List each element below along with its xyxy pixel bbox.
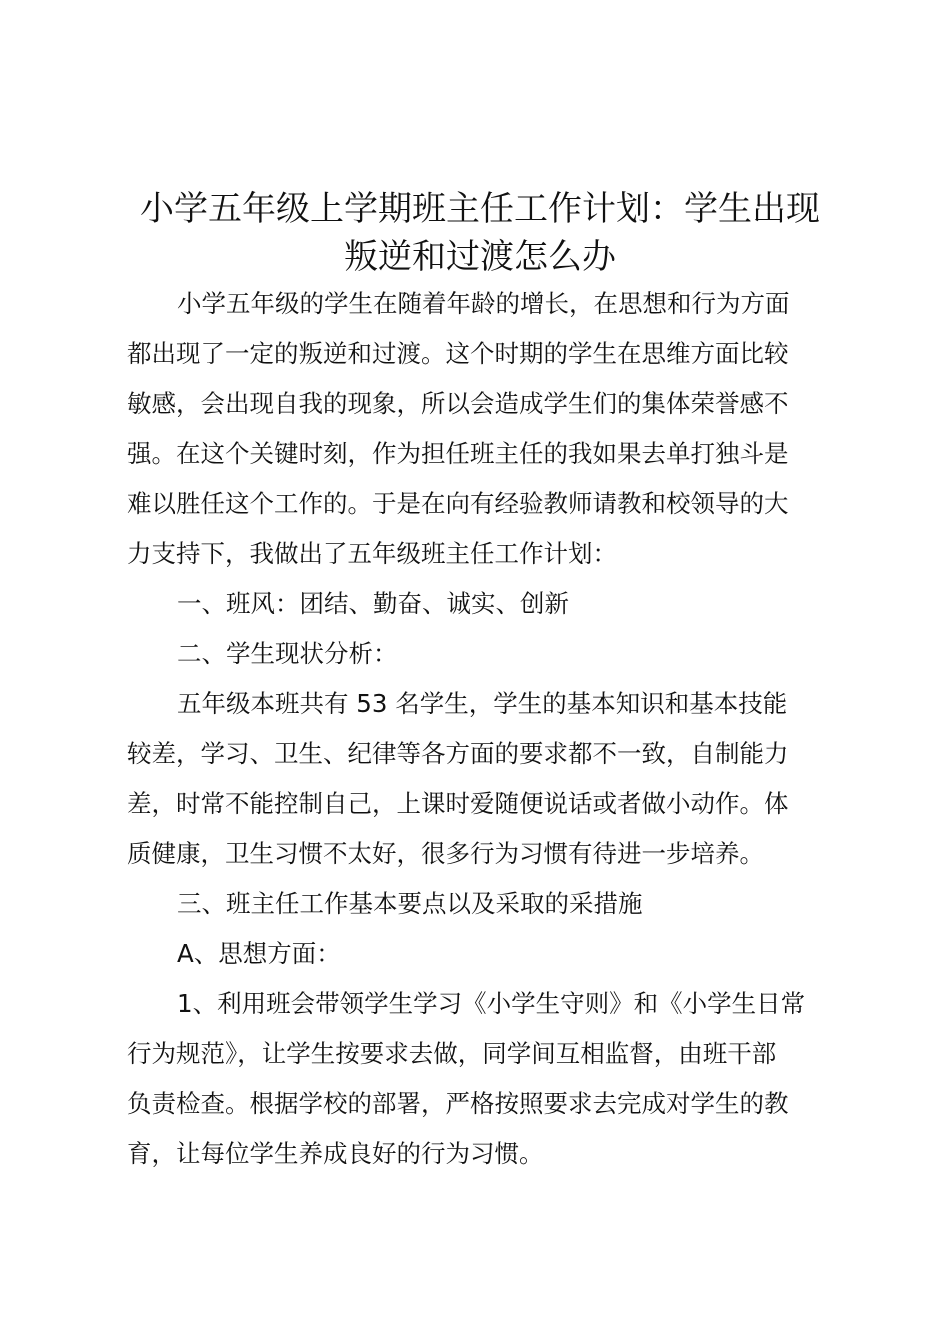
section-heading-work-points bbox=[127, 879, 833, 929]
document-body bbox=[127, 279, 833, 1179]
paragraph-line: A、思想方面： bbox=[177, 939, 341, 968]
document-title-line-2: 叛逆和过渡怎么办 bbox=[344, 237, 616, 277]
paragraph-line: 差，时常不能控制自己，上课时爱随便说话或者做小动作。体 bbox=[127, 789, 789, 818]
paragraph-line: 难以胜任这个工作的。于是在向有经验教师请教和校领导的大 bbox=[127, 489, 789, 518]
paragraph-line: 力支持下，我做出了五年级班主任工作计划： bbox=[127, 539, 617, 568]
paragraph-line: 1、利用班会带领学生学习《小学生守则》和《小学生日常 bbox=[177, 989, 806, 1018]
paragraph-line: 较差，学习、卫生、纪律等各方面的要求都不一致，自制能力 bbox=[127, 739, 789, 768]
subsection-heading-thought bbox=[127, 929, 833, 979]
paragraph-line: 负责检查。根据学校的部署，严格按照要求去完成对学生的教 bbox=[127, 1089, 789, 1118]
paragraph-line: 都出现了一定的叛逆和过渡。这个时期的学生在思维方面比较 bbox=[127, 339, 789, 368]
paragraph-line: 二、学生现状分析： bbox=[177, 639, 398, 668]
paragraph-intro bbox=[127, 279, 833, 579]
paragraph-line: 敏感，会出现自我的现象，所以会造成学生们的集体荣誉感不 bbox=[127, 389, 789, 418]
paragraph-line: 行为规范》，让学生按要求去做，同学间互相监督，由班干部 bbox=[127, 1039, 777, 1068]
section-heading-class-style bbox=[127, 579, 833, 629]
paragraph-item-1 bbox=[127, 979, 833, 1179]
paragraph-line: 强。在这个关键时刻，作为担任班主任的我如果去单打独斗是 bbox=[127, 439, 789, 468]
paragraph-line: 小学五年级的学生在随着年龄的增长，在思想和行为方面 bbox=[177, 289, 790, 318]
document-title-line-1: 小学五年级上学期班主任工作计划：学生出现 bbox=[140, 189, 820, 229]
paragraph-line: 一、班风：团结、勤奋、诚实、创新 bbox=[177, 589, 569, 618]
paragraph-line: 五年级本班共有 53 名学生，学生的基本知识和基本技能 bbox=[177, 689, 788, 718]
paragraph-line: 质健康，卫生习惯不太好，很多行为习惯有待进一步培养。 bbox=[127, 839, 764, 868]
paragraph-student-analysis bbox=[127, 679, 833, 879]
paragraph-line: 育，让每位学生养成良好的行为习惯。 bbox=[127, 1139, 544, 1168]
section-heading-student-analysis bbox=[127, 629, 833, 679]
paragraph-line: 三、班主任工作基本要点以及采取的采措施 bbox=[177, 889, 643, 918]
